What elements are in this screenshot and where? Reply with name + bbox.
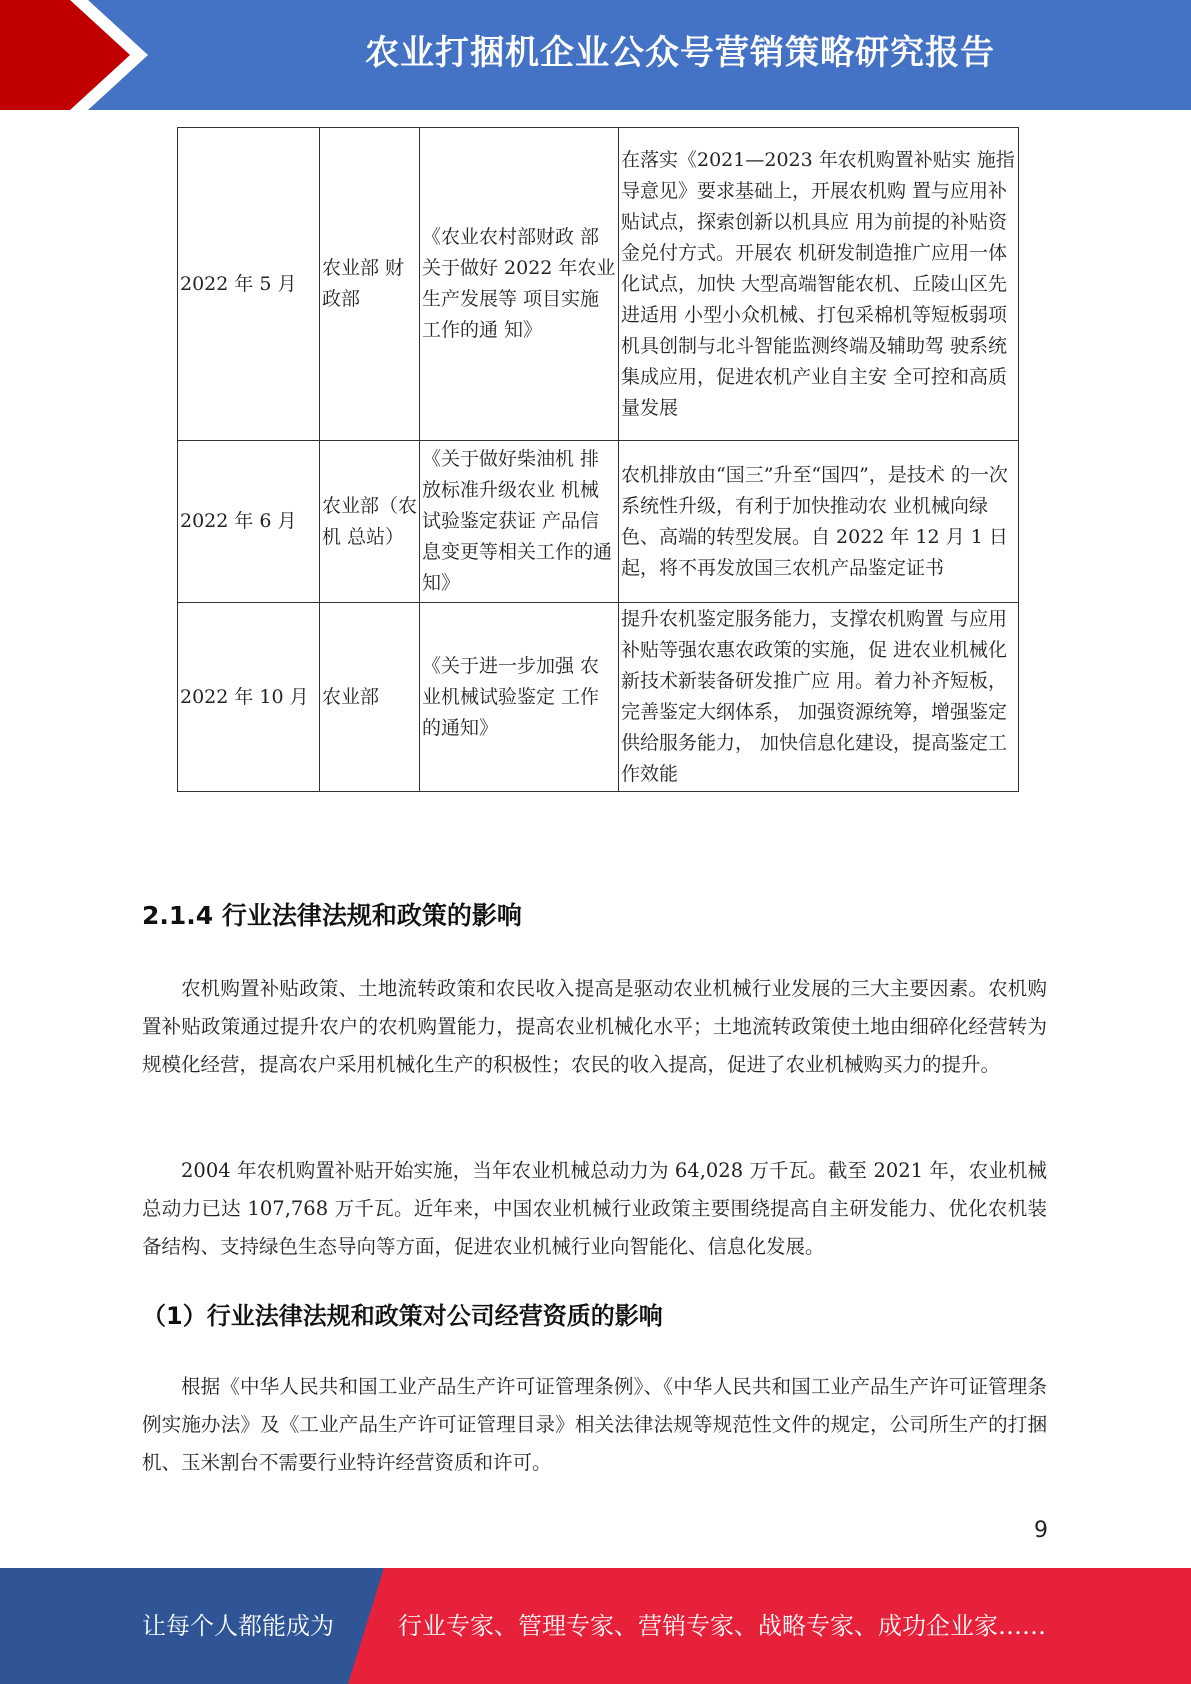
paragraph: 根据《中华人民共和国工业产品生产许可证管理条例》、《中华人民共和国工业产品生产许可证管理条例实施办法》及《工业产品生产许可证管理目录》相关法律法规等规范性文件的规定，公司所生产的打捆机、玉米割台不需要行业特许经营资质和许可。: [142, 1375, 1047, 1474]
subsection-heading: （1）行业法律法规和政策对公司经营资质的影响: [142, 1302, 663, 1330]
red-chevron-decoration: [0, 0, 150, 110]
table-cell-dept: 农业部（农机 总站）: [320, 441, 420, 603]
table-cell-content: 在落实《2021—2023 年农机购置补贴实 施指导意见》要求基础上，开展农机购 置与应用补贴试点，探索创新以机具应 用为前提的补贴资金兑付方式。开展农 机研发制造推广应用一体化试点，加快 大型高端智能农机、丘陵山区先进适用 小型小众机械、打包采棉机等短板弱项 机具创制与北斗智能监测终端及辅助驾 驶系统集成应用，促进农机产业自主安 全可控和高质量发展: [619, 128, 1019, 441]
report-title: 农业打捆机企业公众号营销策略研究报告: [365, 33, 995, 73]
footer-banner: [0, 1568, 1191, 1684]
footer-slogan-left: 让每个人都能成为: [142, 1612, 334, 1640]
page-number: 9: [1034, 1518, 1048, 1543]
table-cell-date: 2022 年 5 月: [178, 128, 320, 441]
section-heading: 2.1.4 行业法律法规和政策的影响: [142, 901, 522, 930]
paragraph: 2004 年农机购置补贴开始实施，当年农业机械总动力为 64,028 万千瓦。截至 2021 年，农业机械总动力已达 107,768 万千瓦。近年来，中国农业机械行业政策主要围绕提高自主研发能力、优化农机装备结构、支持绿色生态导向等方面，促进农业机械行业向智能化、信息化发展。: [142, 1159, 1047, 1258]
footer-slogan-right: 行业专家、管理专家、营销专家、战略专家、成功企业家……: [398, 1612, 1046, 1640]
header-banner: [0, 0, 1191, 110]
table-row: [178, 603, 1019, 792]
table-row: [178, 441, 1019, 603]
table-cell-document: 《关于做好柴油机 排放标准升级农业 机械试验鉴定获证 产品信息变更等相关工作的通知》: [420, 441, 619, 603]
table-cell-date: 2022 年 6 月: [178, 441, 320, 603]
table-row: [178, 128, 1019, 441]
table-cell-content: 提升农机鉴定服务能力，支撑农机购置 与应用补贴等强农惠农政策的实施，促 进农业机械化新技术新装备研发推广应 用。着力补齐短板，完善鉴定大纲体系， 加强资源统筹，增强鉴定供给服务能力， 加快信息化建设，提高鉴定工作效能: [619, 603, 1019, 792]
policy-table: [177, 127, 1019, 792]
table-cell-dept: 农业部: [320, 603, 420, 792]
table-cell-document: 《农业农村部财政 部关于做好 2022 年农业生产发展等 项目实施工作的通 知》: [420, 128, 619, 441]
table-cell-date: 2022 年 10 月: [178, 603, 320, 792]
paragraph: 农机购置补贴政策、土地流转政策和农民收入提高是驱动农业机械行业发展的三大主要因素。农机购置补贴政策通过提升农户的农机购置能力，提高农业机械化水平；土地流转政策使土地由细碎化经营转为规模化经营，提高农户采用机械化生产的积极性；农民的收入提高，促进了农业机械购买力的提升。: [142, 977, 1047, 1076]
table-cell-document: 《关于进一步加强 农业机械试验鉴定 工作的通知》: [420, 603, 619, 792]
table-cell-dept: 农业部 财政部: [320, 128, 420, 441]
table-cell-content: 农机排放由“国三”升至“国四”，是技术 的一次系统性升级，有利于加快推动农 业机械向绿色、高端的转型发展。自 2022 年 12 月 1 日起，将不再发放国三农机产品鉴定证书: [619, 441, 1019, 603]
